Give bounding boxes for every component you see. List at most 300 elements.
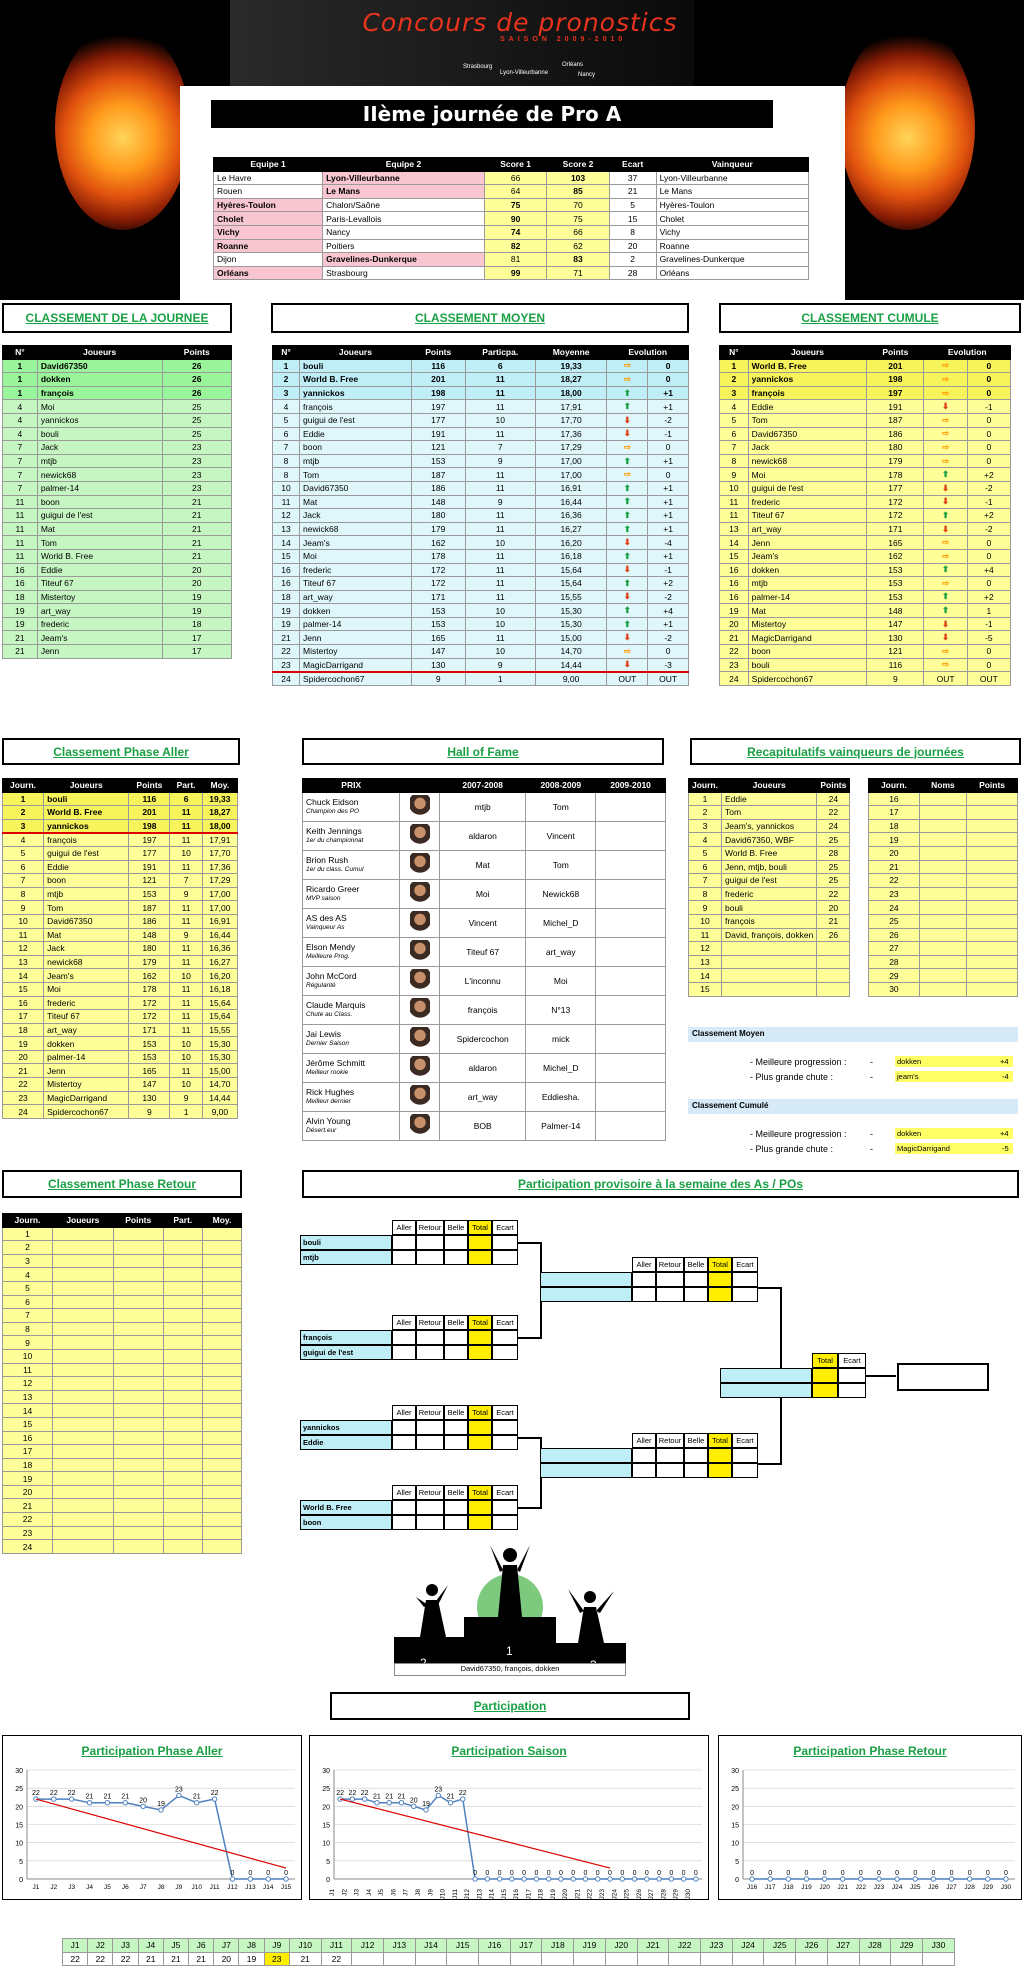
prize-subtitle: Désert.eur (306, 1126, 337, 1134)
data-point (632, 1877, 636, 1881)
bracket-col-header: Ecart (838, 1353, 866, 1368)
bracket-col-header: Belle (684, 1257, 708, 1272)
participation-value (859, 1952, 891, 1966)
table-row (3, 481, 232, 495)
data-point (375, 1801, 379, 1805)
participation-value: 22 (63, 1952, 88, 1966)
bracket-score (392, 1500, 416, 1515)
cell (919, 914, 966, 928)
cell: 0 (967, 454, 1010, 468)
match-cell: Paris-Levallois (323, 212, 485, 226)
table-row (869, 887, 1018, 901)
cell: 11 (170, 819, 202, 833)
table-row (3, 373, 232, 387)
hof-table (302, 778, 666, 1141)
data-label: 0 (248, 1870, 253, 1877)
table-row (273, 468, 689, 482)
cell: +1 (648, 495, 689, 509)
x-tick-label: J23 (873, 1884, 885, 1891)
cell: Jenn (748, 536, 867, 550)
cell: 5 (689, 846, 722, 860)
journee-label: J27 (827, 1939, 859, 1953)
dn-arrow-icon: ⬇ (607, 658, 648, 672)
participation-value: 21 (189, 1952, 214, 1966)
cell: 11 (465, 400, 535, 414)
cell: 9 (170, 887, 202, 901)
bracket-player: Eddie (300, 1435, 392, 1450)
column-header: Noms (919, 779, 966, 793)
journee-label: J16 (479, 1939, 511, 1953)
dn-arrow-icon: ⬇ (924, 481, 967, 495)
prize-subtitle: Dernier Saison (306, 1039, 349, 1047)
cell: +1 (648, 400, 689, 414)
table-row (689, 969, 850, 983)
x-tick-label: J18 (537, 1889, 545, 1900)
cell: 8 (3, 887, 44, 901)
cell: 15,30 (535, 604, 607, 618)
table-row (3, 1227, 242, 1241)
cell: newick68 (44, 955, 129, 969)
prize-name: Jérôme Schmitt (306, 1058, 366, 1069)
recap-cumule-drop-dash: - (870, 1144, 873, 1154)
cell: 1 (3, 1227, 53, 1241)
cell: 23 (162, 481, 231, 495)
table-row (720, 359, 1011, 373)
data-point (669, 1877, 673, 1881)
data-label: 22 (210, 1790, 219, 1798)
bracket-score (416, 1250, 444, 1265)
cell: 15 (720, 549, 749, 563)
journee-label: J11 (321, 1939, 352, 1953)
cell: +1 (648, 549, 689, 563)
cell: World B. Free (748, 359, 867, 373)
up-arrow-icon: ⬆ (924, 468, 967, 482)
cell: -2 (648, 631, 689, 645)
table-row (3, 400, 232, 414)
recap-moyen-best-name: dokken (895, 1056, 1013, 1067)
podium-graphic (390, 1545, 630, 1680)
table-row (869, 860, 1018, 874)
cell: MagicDarrigand (748, 631, 867, 645)
table-row (720, 481, 1011, 495)
cell (113, 1499, 163, 1513)
eq-arrow-icon: ⇨ (607, 373, 648, 387)
winner-cell: mtjb (439, 792, 525, 821)
match-cell: Dijon (214, 253, 323, 267)
winner-cell: Moi (526, 966, 596, 995)
column-header: Score 2 (547, 158, 609, 172)
cell: 19 (3, 617, 38, 631)
cell (919, 792, 966, 806)
cell: 10 (170, 1050, 202, 1064)
cell: 20 (3, 1485, 53, 1499)
match-row (214, 198, 809, 212)
column-header: PRIX (303, 779, 400, 793)
cell (202, 1445, 241, 1459)
cell: 1 (273, 359, 300, 373)
bracket-line (758, 1463, 780, 1465)
cell: 11 (465, 590, 535, 604)
data-label: 0 (230, 1870, 235, 1877)
cell: 0 (967, 645, 1010, 659)
bracket-player (540, 1448, 632, 1463)
cell: 3 (273, 386, 300, 400)
cell: 25 (869, 914, 920, 928)
cell: 20 (162, 577, 231, 591)
bracket-player (540, 1463, 632, 1478)
data-point (141, 1804, 145, 1808)
cell: David67350 (37, 359, 162, 373)
cell (919, 942, 966, 956)
data-point (284, 1877, 288, 1881)
cell: 16,36 (202, 942, 237, 956)
cell: 5 (3, 846, 44, 860)
cell: 201 (411, 373, 465, 387)
cell: 6 (720, 427, 749, 441)
data-label: 0 (497, 1870, 502, 1877)
cell: 19 (273, 604, 300, 618)
participation-value: 21 (289, 1952, 321, 1966)
data-point (52, 1797, 56, 1801)
cell: 21 (3, 631, 38, 645)
data-point (559, 1877, 563, 1881)
bracket-score (708, 1272, 732, 1287)
data-label: 0 (632, 1870, 637, 1877)
match-cell: 20 (609, 239, 656, 253)
column-header: N° (720, 346, 749, 360)
up-arrow-icon: ⬆ (607, 522, 648, 536)
table-row (869, 942, 1018, 956)
city-1: Strasbourg (463, 64, 493, 70)
cell: Spidercochon67 (44, 1105, 129, 1119)
cell: 20 (817, 901, 850, 915)
cell (967, 874, 1018, 888)
cell: 1 (3, 386, 38, 400)
recap-title: Recapitulatifs vainqueurs de journées (690, 738, 1021, 765)
cell: 153 (867, 577, 924, 591)
cell: 7 (3, 468, 38, 482)
cell (919, 806, 966, 820)
winner-cell: Tom (526, 792, 596, 821)
cell: 21 (869, 860, 920, 874)
cell: 11 (273, 495, 300, 509)
prize-name: Alvin Young (306, 1116, 351, 1127)
table-row (273, 590, 689, 604)
cell: 17,00 (535, 454, 607, 468)
data-label: 21 (373, 1793, 381, 1801)
data-point (859, 1877, 863, 1881)
bracket-line (866, 1375, 896, 1377)
cell (202, 1513, 241, 1527)
cell: 1 (3, 373, 38, 387)
x-tick-label: J8 (157, 1884, 165, 1891)
cell (967, 887, 1018, 901)
data-label: 0 (949, 1870, 954, 1877)
cell: World B. Free (37, 549, 162, 563)
column-header: Moyenne (535, 346, 607, 360)
cell: 24 (3, 1105, 44, 1119)
x-tick-label: J25 (910, 1884, 921, 1891)
match-cell: 8 (609, 225, 656, 239)
table-row (273, 427, 689, 441)
cell: 9 (465, 658, 535, 672)
cell: 27 (869, 942, 920, 956)
cell: 2 (273, 373, 300, 387)
cell: 9 (170, 1091, 202, 1105)
bracket-line (518, 1242, 540, 1244)
data-label: 0 (284, 1870, 289, 1877)
bracket-score (684, 1448, 708, 1463)
cell: 19 (162, 604, 231, 618)
cell (967, 819, 1018, 833)
cell: 148 (129, 928, 170, 942)
table-row (3, 1241, 242, 1255)
cell: 19 (162, 590, 231, 604)
journee-label: J19 (574, 1939, 606, 1953)
winner-cell: aldaron (439, 821, 525, 850)
cell: bouli (748, 658, 867, 672)
cell: 23 (162, 454, 231, 468)
cell (163, 1241, 202, 1255)
data-label: 22 (49, 1790, 58, 1798)
table-row (273, 631, 689, 645)
cell: David, françois, dokken (721, 928, 816, 942)
cell (967, 969, 1018, 983)
table-row (720, 631, 1011, 645)
data-point (177, 1793, 181, 1797)
column-header: Joueurs (300, 346, 412, 360)
data-label: 21 (103, 1793, 112, 1801)
cell: 15,64 (202, 996, 237, 1010)
table-row (3, 1404, 242, 1418)
cell: -5 (967, 631, 1010, 645)
cell (163, 1472, 202, 1486)
participation-value (922, 1952, 954, 1966)
cell: guigui de l'est (748, 481, 867, 495)
cell (202, 1458, 241, 1472)
cell: 6 (3, 860, 44, 874)
cell: Spidercochon67 (748, 672, 867, 686)
table-row (3, 604, 232, 618)
bracket-score (444, 1250, 468, 1265)
x-tick-label: J9 (175, 1884, 183, 1891)
table-row (3, 590, 232, 604)
data-label: 0 (534, 1870, 539, 1877)
cell: OUT (967, 672, 1010, 686)
column-header: Joueurs (748, 346, 867, 360)
cell: mtjb (748, 577, 867, 591)
prize-cell (303, 966, 400, 995)
cell: 11 (170, 955, 202, 969)
column-header: Moy. (202, 779, 237, 793)
table-row (689, 833, 850, 847)
cell: 7 (3, 1309, 53, 1323)
cell: 25 (817, 874, 850, 888)
cell: -1 (967, 495, 1010, 509)
cell: 10 (170, 846, 202, 860)
eq-arrow-icon: ⇨ (607, 359, 648, 373)
cell (967, 942, 1018, 956)
cell: 1 (170, 1105, 202, 1119)
cell (52, 1309, 113, 1323)
cell: françois (44, 833, 129, 847)
bracket-score (468, 1515, 492, 1530)
player-photo-icon (410, 1056, 430, 1080)
x-tick-label: J1 (32, 1884, 40, 1891)
cell (202, 1322, 241, 1336)
cell: bouli (721, 901, 816, 915)
table-row (3, 1281, 242, 1295)
out-label: OUT (607, 672, 648, 686)
cell (202, 1254, 241, 1268)
bracket-score (468, 1500, 492, 1515)
cell (967, 846, 1018, 860)
hof-row (303, 792, 666, 821)
cell: 1 (465, 672, 535, 686)
cell: 11 (170, 982, 202, 996)
winner-cell (596, 908, 666, 937)
participation-value (827, 1952, 859, 1966)
hof-row (303, 879, 666, 908)
cell: 4 (689, 833, 722, 847)
match-cell: Rouen (214, 185, 323, 199)
cell (113, 1349, 163, 1363)
match-cell: Le Mans (323, 185, 485, 199)
table-row (3, 1336, 242, 1350)
cell (52, 1349, 113, 1363)
cell: 11 (170, 1064, 202, 1078)
cell: 7 (3, 454, 38, 468)
participation-value: 22 (321, 1952, 352, 1966)
cell (52, 1526, 113, 1540)
cell (721, 955, 816, 969)
x-tick-label: J28 (964, 1884, 975, 1891)
x-tick-label: J22 (855, 1884, 867, 1891)
data-point (230, 1877, 234, 1881)
cell: 0 (648, 441, 689, 455)
chart-title: Participation Saison (451, 1744, 567, 1758)
match-cell: 62 (547, 239, 609, 253)
cell (163, 1309, 202, 1323)
data-point (485, 1877, 489, 1881)
participation-value: 22 (113, 1952, 138, 1966)
cell: 2 (3, 806, 44, 820)
match-cell: Gravelines-Dunkerque (656, 253, 808, 267)
column-header: 2008-2009 (526, 779, 596, 793)
cell: 0 (967, 427, 1010, 441)
cell: newick68 (748, 454, 867, 468)
x-tick-label: J21 (837, 1884, 848, 1891)
journee-label: J24 (732, 1939, 764, 1953)
cell: 23 (3, 1091, 44, 1105)
bracket-score (392, 1420, 416, 1435)
cell: yannickos (37, 413, 162, 427)
x-tick-label: J14 (262, 1884, 274, 1891)
table-row (273, 495, 689, 509)
table-row (3, 1105, 238, 1119)
cell: palmer-14 (44, 1050, 129, 1064)
data-label: 22 (360, 1790, 369, 1798)
match-cell: Roanne (214, 239, 323, 253)
journee-label: J9 (264, 1939, 289, 1953)
match-cell: Strasbourg (323, 266, 485, 280)
cell: yannickos (748, 373, 867, 387)
match-cell: Cholet (214, 212, 323, 226)
bracket-score (732, 1448, 758, 1463)
bracket-col-header: Total (812, 1353, 838, 1368)
data-point (967, 1877, 971, 1881)
data-label: 0 (967, 1870, 972, 1877)
data-point (571, 1877, 575, 1881)
participation-value: 20 (214, 1952, 239, 1966)
y-tick-label: 15 (15, 1822, 23, 1830)
table-row (273, 536, 689, 550)
data-label: 0 (693, 1870, 698, 1877)
bracket-score (468, 1345, 492, 1360)
cell: 26 (162, 386, 231, 400)
x-tick-label: J9 (427, 1889, 435, 1896)
data-label: 0 (583, 1870, 588, 1877)
y-tick-label: 20 (731, 1804, 739, 1812)
cell: 21 (3, 1499, 53, 1513)
cell: 121 (867, 645, 924, 659)
winner-cell: Michel_D (526, 1053, 596, 1082)
bracket-score (468, 1250, 492, 1265)
cell: 172 (411, 577, 465, 591)
data-label: 0 (750, 1870, 755, 1877)
cell (163, 1227, 202, 1241)
winner-cell (596, 1082, 666, 1111)
cell: 12 (3, 942, 44, 956)
participation-value: 23 (264, 1952, 289, 1966)
cell (163, 1540, 202, 1554)
cell: 165 (867, 536, 924, 550)
x-tick-label: J22 (586, 1889, 594, 1900)
cell (113, 1513, 163, 1527)
table-row (869, 955, 1018, 969)
table-row (3, 942, 238, 956)
cell: 4 (3, 427, 38, 441)
cell: 130 (867, 631, 924, 645)
bracket-score (468, 1235, 492, 1250)
cell: yannickos (44, 819, 129, 833)
cell (721, 969, 816, 983)
data-label: 0 (620, 1870, 625, 1877)
data-label: 22 (336, 1790, 345, 1798)
cell: 17,70 (202, 846, 237, 860)
table-row (720, 590, 1011, 604)
y-tick-label: 30 (15, 1768, 23, 1775)
cell: 16 (720, 590, 749, 604)
journee-label: J10 (289, 1939, 321, 1953)
cell: Jack (300, 509, 412, 523)
table-row (3, 833, 238, 847)
cell (52, 1377, 113, 1391)
cell: 21 (3, 1064, 44, 1078)
table-row (3, 1390, 242, 1404)
up-arrow-icon: ⬆ (607, 604, 648, 618)
table-row (3, 495, 232, 509)
cell (163, 1322, 202, 1336)
journee-label: J29 (891, 1939, 923, 1953)
x-tick-label: J13 (476, 1889, 484, 1900)
cell (919, 901, 966, 915)
cell (113, 1404, 163, 1418)
cell: 18 (3, 1023, 44, 1037)
player-photo-cell (400, 1024, 440, 1053)
cell: 10 (465, 645, 535, 659)
bracket-col-header: Aller (392, 1405, 416, 1420)
